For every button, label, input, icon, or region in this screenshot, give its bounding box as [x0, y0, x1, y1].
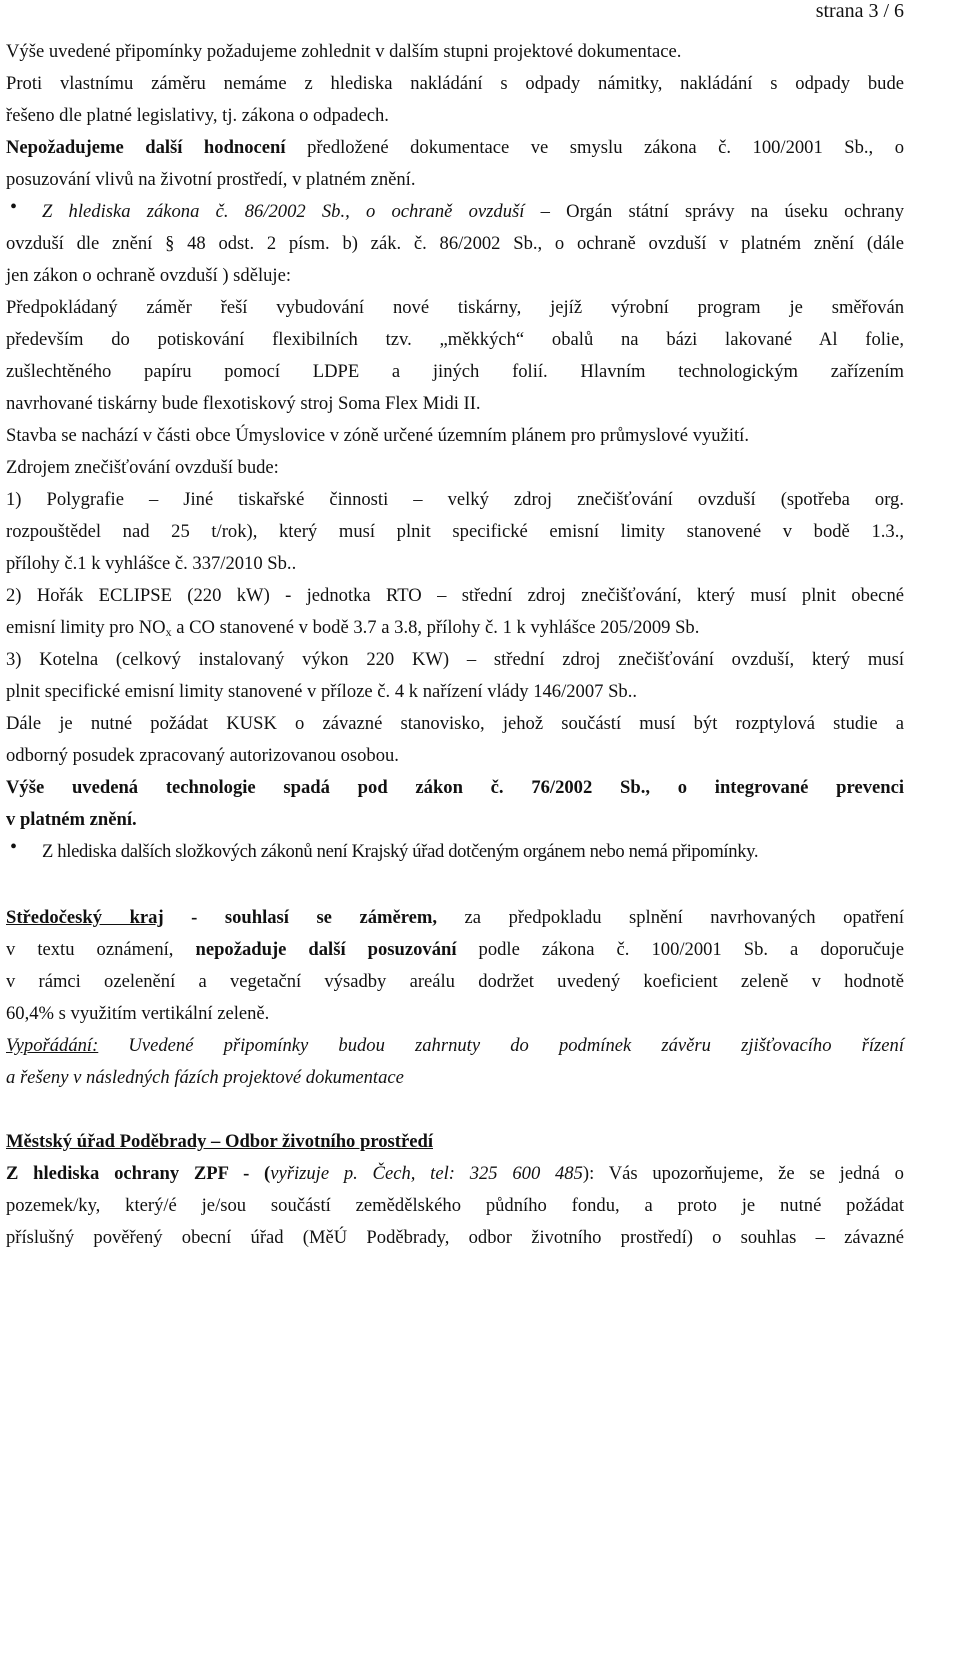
paragraph-line: odborný posudek zpracovaný autorizovanou osobou. [6, 745, 399, 766]
paragraph-line: především do potiskování flexibilních tzv. „měkkých“ obalů na bázi lakované Al folie, [6, 329, 904, 350]
resolution-label: Vypořádání: [6, 1035, 99, 1056]
paragraph-line: Proti vlastnímu záměru nemáme z hlediska nakládání s odpady námitky, nakládání s odpady bude [6, 73, 904, 94]
list-item-line: přílohy č.1 k vyhlášce č. 337/2010 Sb.. [6, 553, 297, 574]
paragraph-line: Vypořádání: Uvedené připomínky budou zahrnuty do podmínek závěru zjišťovacího řízení [6, 1035, 904, 1056]
paragraph-line: v rámci ozelenění a vegetační výsadby areálu dodržet uvedený koeficient zeleně v hodnotě [6, 971, 904, 992]
list-item-line: 1) Polygrafie – Jiné tiskařské činnosti – velký zdroj znečišťování ovzduší (spotřeba org. [6, 489, 904, 510]
paragraph-line: v textu oznámení, nepožaduje další posuzování podle zákona č. 100/2001 Sb. a doporučuje [6, 939, 904, 960]
list-item-line: 3) Kotelna (celkový instalovaný výkon 220 KW) – střední zdroj znečišťování ovzduší, který musí [6, 649, 904, 670]
paragraph-line: Předpokládaný záměr řeší vybudování nové tiskárny, jejíž výrobní program je směřován [6, 297, 904, 318]
list-item-line: emisní limity pro $NO_x$ a CO stanovené v bodě 3.7 a 3.8, přílohy č. 1 k vyhlášce 205/2009 Sb. [6, 617, 700, 639]
paragraph: Zdrojem znečišťování ovzduší bude: [6, 457, 279, 478]
section-heading: Městský úřad Poděbrady – Odbor životního prostředí [6, 1131, 434, 1152]
paragraph-line: navrhované tiskárny bude flexotiskový stroj Soma Flex Midi II. [6, 393, 481, 414]
bold-text: Nepožadujeme další hodnocení [6, 137, 286, 158]
paragraph: Stavba se nachází v části obce Úmyslovice v zóně určené územním plánem pro průmyslové využití. [6, 425, 749, 446]
paragraph-line: 60,4% s využitím vertikální zeleně. [6, 1003, 270, 1024]
paragraph-line: zušlechtěného papíru pomocí LDPE a jiných folií. Hlavním technologickým zařízením [6, 361, 904, 382]
list-item-line: plnit specifické emisní limity stanovené v příloze č. 4 k nařízení vlády 146/2007 Sb.. [6, 681, 638, 702]
section-heading: Středočeský kraj [6, 907, 164, 928]
bullet-item: • Z hlediska zákona č. 86/2002 Sb., o ochraně ovzduší – Orgán státní správy na úseku ochrany [6, 196, 904, 228]
list-item-line: rozpouštědel nad 25 t/rok), který musí plnit specifické emisní limity stanovené v bodě 1.3., [6, 521, 904, 542]
paragraph-line: Středočeský kraj - souhlasí se záměrem, za předpokladu splnění navrhovaných opatření [6, 907, 904, 928]
paragraph: Výše uvedené připomínky požadujeme zohlednit v dalším stupni projektové dokumentace. [6, 41, 682, 62]
paragraph-line: pozemek/ky, který/é je/sou součástí zemědělského půdního fondu, a proto je nutné požádat [6, 1195, 904, 1216]
paragraph-line: Z hlediska ochrany ZPF - (vyřizuje p. Čech, tel: 325 600 485): Vás upozorňujeme, že se jedná o [6, 1163, 904, 1184]
paragraph-line: ovzduší dle znění § 48 odst. 2 písm. b) zák. č. 86/2002 Sb., o ochraně ovzduší v platném znění (dále [6, 233, 904, 254]
page-number: strana 3 / 6 [815, 0, 904, 22]
paragraph-line: v platném znění. [6, 809, 137, 830]
paragraph-line: jen zákon o ochraně ovzduší ) sděluje: [6, 265, 292, 286]
paragraph-line: Dále je nutné požádat KUSK o závazné stanovisko, jehož součástí musí být rozptylová studie a [6, 713, 904, 734]
paragraph-line: Výše uvedená technologie spadá pod zákon č. 76/2002 Sb., o integrované prevenci [6, 777, 904, 798]
list-item-line: 2) Hořák ECLIPSE (220 kW) - jednotka RTO – střední zdroj znečišťování, který musí plnit obecné [6, 585, 904, 606]
paragraph-line: posuzování vlivů na životní prostředí, v platném znění. [6, 169, 416, 190]
document-body [6, 36, 904, 1254]
paragraph-line: a řešeny v následných fázích projektové dokumentace [6, 1067, 404, 1088]
italic-text: Z hlediska zákona č. 86/2002 Sb., o ochraně ovzduší [42, 201, 525, 222]
paragraph-line: příslušný pověřený obecní úřad (MěÚ Poděbrady, odbor životního prostředí) o souhlas – závazné [6, 1227, 904, 1248]
paragraph-line: Nepožadujeme další hodnocení předložené dokumentace ve smyslu zákona č. 100/2001 Sb., o [6, 137, 904, 158]
paragraph-line: řešeno dle platné legislativy, tj. zákona o odpadech. [6, 105, 389, 126]
bullet-item: • Z hlediska dalších složkových zákonů není Krajský úřad dotčeným orgánem nebo nemá připomínky. [6, 836, 904, 868]
